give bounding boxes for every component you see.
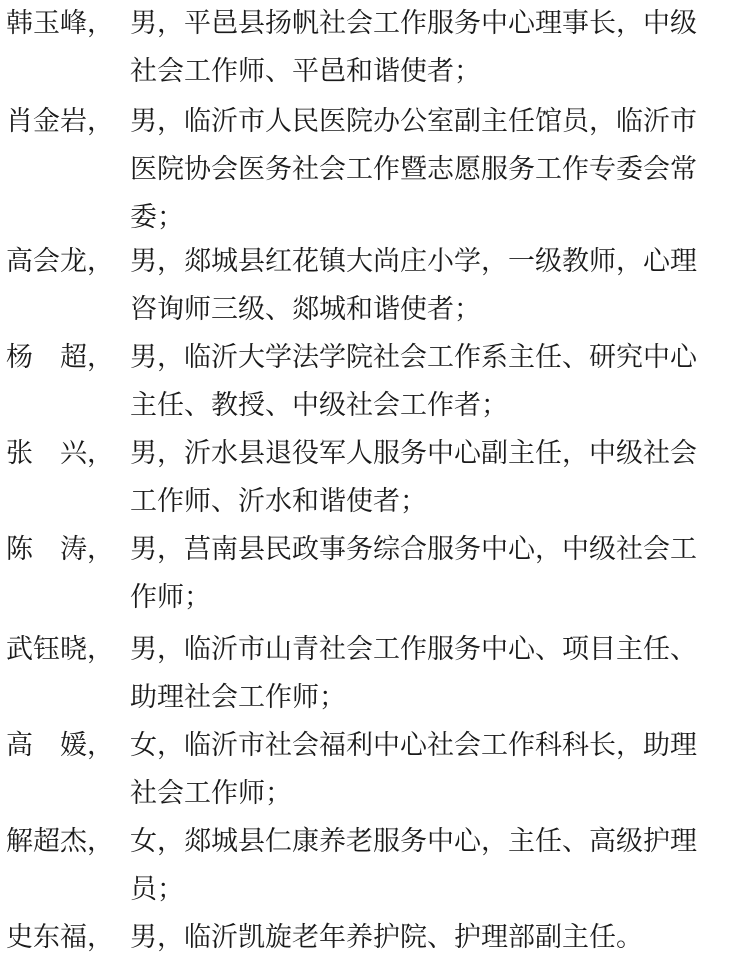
description-line: 助理社会工作师；	[130, 682, 346, 713]
description-line: 咨询师三级、郯城和谐使者；	[130, 294, 481, 325]
description-line: 员；	[130, 874, 184, 905]
member-description	[130, 526, 730, 622]
member-name: 武钰晓，	[6, 634, 114, 665]
description-line: 作师；	[130, 582, 211, 613]
description-line: 主任、教授、中级社会工作者；	[130, 390, 508, 421]
member-description	[130, 334, 730, 430]
member-description	[130, 722, 730, 818]
member-description	[130, 238, 730, 334]
member-name: 陈 涛，	[6, 534, 114, 565]
member-name: 高会龙，	[6, 246, 114, 277]
description-line: 男，临沂市山青社会工作服务中心、项目主任、	[130, 634, 697, 665]
description-line: 男，平邑县扬帆社会工作服务中心理事长，中级	[130, 8, 697, 39]
description-line: 男，沂水县退役军人服务中心副主任，中级社会	[130, 438, 697, 469]
description-line: 工作师、沂水和谐使者；	[130, 486, 427, 517]
member-description	[130, 98, 730, 242]
description-line: 男，临沂市人民医院办公室副主任馆员，临沂市	[130, 106, 697, 137]
member-name: 韩玉峰，	[6, 8, 114, 39]
description-line: 女，临沂市社会福利中心社会工作科科长，助理	[130, 730, 697, 761]
description-line: 社会工作师、平邑和谐使者；	[130, 56, 481, 87]
description-line: 医院协会医务社会工作暨志愿服务工作专委会常	[130, 154, 697, 185]
member-description	[130, 0, 730, 96]
member-description	[130, 626, 730, 722]
member-name: 杨 超，	[6, 342, 114, 373]
member-name: 张 兴，	[6, 438, 114, 469]
member-name: 高 媛，	[6, 730, 114, 761]
description-line: 女，郯城县仁康养老服务中心，主任、高级护理	[130, 826, 697, 857]
member-description	[130, 430, 730, 526]
description-line: 男，临沂大学法学院社会工作系主任、研究中心	[130, 342, 697, 373]
description-line: 社会工作师；	[130, 778, 292, 809]
description-line: 男，莒南县民政事务综合服务中心，中级社会工	[130, 534, 697, 565]
description-line: 男，临沂凯旋老年养护院、护理部副主任。	[130, 922, 643, 953]
member-name: 肖金岩，	[6, 106, 114, 137]
member-name: 史东福，	[6, 922, 114, 953]
member-description	[130, 914, 730, 962]
member-name: 解超杰，	[6, 826, 114, 857]
description-line: 委；	[130, 202, 184, 233]
member-description	[130, 818, 730, 914]
description-line: 男，郯城县红花镇大尚庄小学，一级教师，心理	[130, 246, 697, 277]
